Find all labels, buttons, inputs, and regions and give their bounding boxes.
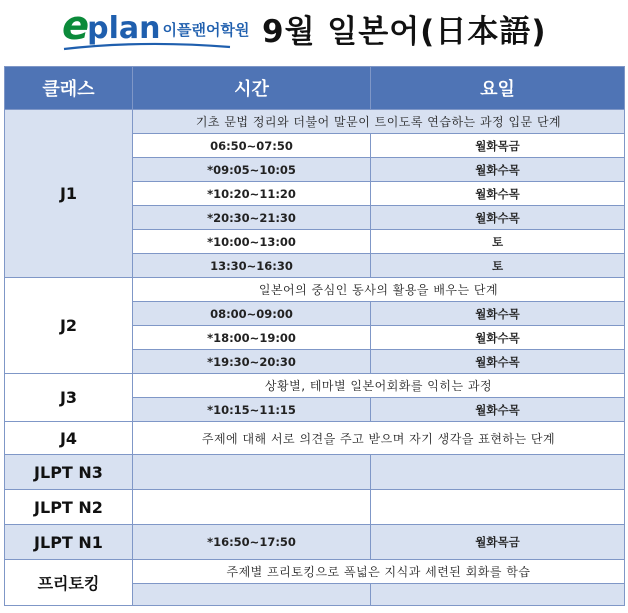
table-row [5,455,625,490]
time-cell: 08:00~09:00 [133,302,371,326]
time-cell: 13:30~16:30 [133,254,371,278]
day-cell: 토 [371,230,625,254]
time-cell: *10:20~11:20 [133,182,371,206]
page-header [0,0,628,62]
class-name-jlpt-n1: JLPT N1 [5,525,133,560]
table-row [5,374,625,398]
day-cell: 월화수목 [371,158,625,182]
day-cell: 월화목금 [371,525,625,560]
class-name-free-talking: 프리토킹 [5,560,133,606]
logo-korean-name: 이플랜어학원 [162,21,250,39]
class-name-j2: J2 [5,278,133,374]
table-row [5,525,625,560]
day-cell: 월화수목 [371,182,625,206]
table-row [5,560,625,584]
column-header-time: 시간 [133,67,371,110]
table-header-row [5,67,625,110]
empty-time-cell [133,455,371,490]
time-cell: *09:05~10:05 [133,158,371,182]
class-description-j1: 기초 문법 정리와 더불어 말문이 트이도록 연습하는 과정 입문 단계 [133,110,625,134]
class-name-j1: J1 [5,110,133,278]
eplan-logo [62,3,250,49]
page-title: 9월 일본어(日本語) [262,14,547,50]
column-header-class: 클래스 [5,67,133,110]
day-cell: 월화목금 [371,134,625,158]
time-cell: *10:15~11:15 [133,398,371,422]
time-cell: *18:00~19:00 [133,326,371,350]
schedule-table [4,66,625,606]
day-cell: 월화수목 [371,302,625,326]
time-cell: *19:30~20:30 [133,350,371,374]
time-cell: *10:00~13:00 [133,230,371,254]
empty-day-cell [371,584,625,606]
empty-day-cell [371,490,625,525]
class-description-j2: 일본어의 중심인 동사의 활용을 배우는 단계 [133,278,625,302]
class-name-j4: J4 [5,422,133,455]
column-header-day: 요일 [371,67,625,110]
table-row [5,490,625,525]
time-cell: 06:50~07:50 [133,134,371,158]
class-name-jlpt-n3: JLPT N3 [5,455,133,490]
day-cell: 토 [371,254,625,278]
day-cell: 월화수목 [371,326,625,350]
class-description-j3: 상황별, 테마별 일본어회화를 익히는 과정 [133,374,625,398]
day-cell: 월화수목 [371,350,625,374]
table-row [5,110,625,134]
class-name-jlpt-n2: JLPT N2 [5,490,133,525]
class-description-free-talking: 주제별 프리토킹으로 폭넓은 지식과 세련된 회화를 학습 [133,560,625,584]
empty-time-cell [133,490,371,525]
table-row [5,422,625,455]
empty-time-cell [133,584,371,606]
time-cell: *16:50~17:50 [133,525,371,560]
day-cell: 월화수목 [371,398,625,422]
class-description-j4: 주제에 대해 서로 의견을 주고 받으며 자기 생각을 표현하는 단계 [133,422,625,455]
time-cell: *20:30~21:30 [133,206,371,230]
empty-day-cell [371,455,625,490]
day-cell: 월화수목 [371,206,625,230]
logo-swoosh-icon [62,42,232,52]
logo-plan: plan [87,11,161,46]
logo-e: e [62,3,90,49]
class-name-j3: J3 [5,374,133,422]
table-row [5,278,625,302]
